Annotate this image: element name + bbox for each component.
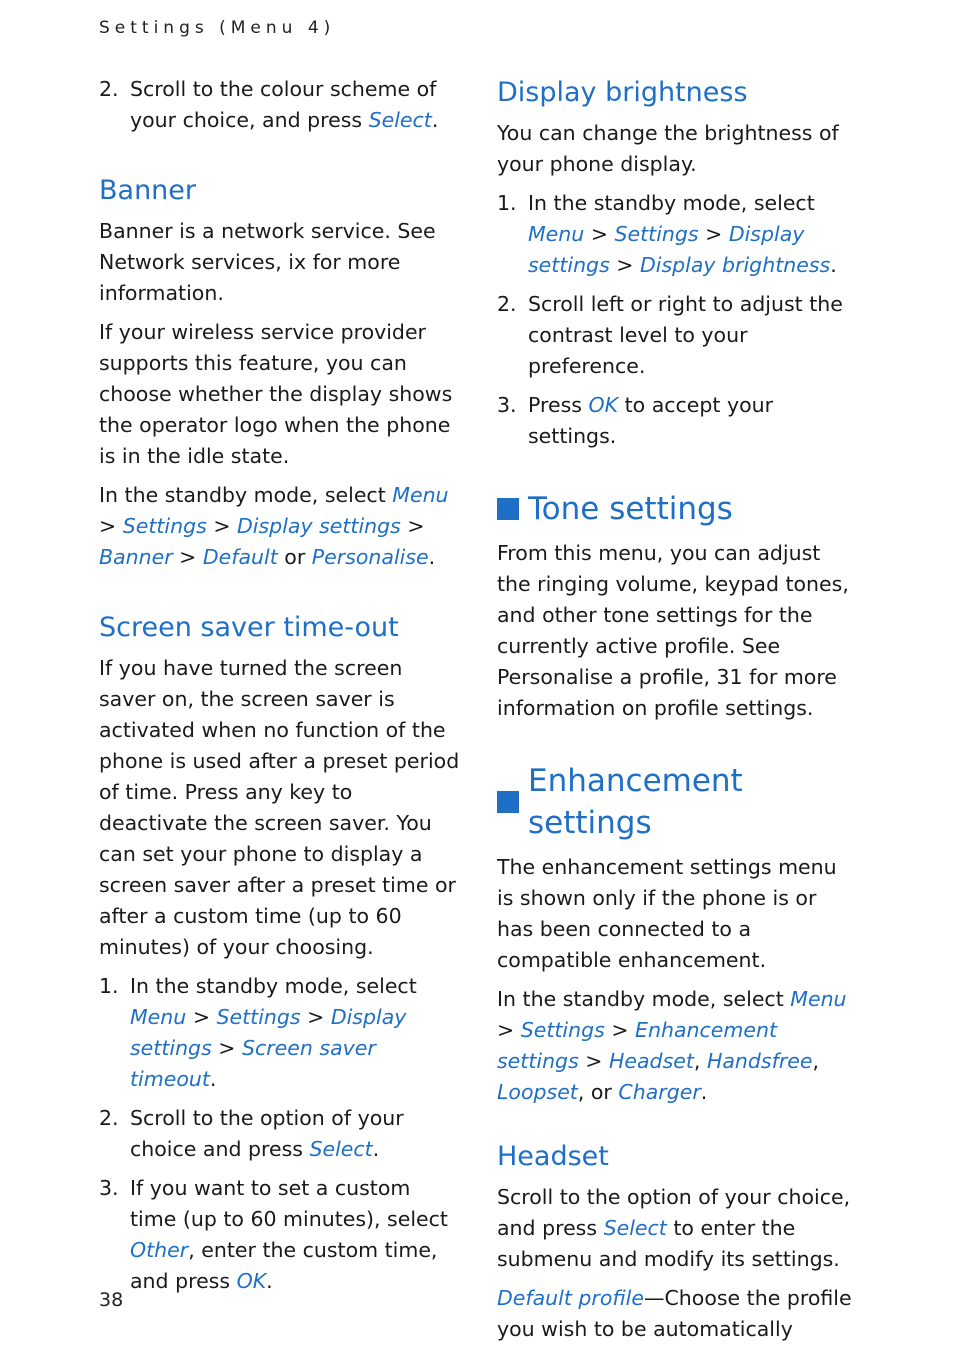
colour-step-2 bbox=[99, 74, 461, 136]
brightness-step-2 bbox=[497, 289, 859, 382]
text: Press bbox=[528, 393, 589, 417]
separator: > bbox=[211, 1036, 242, 1060]
display-settings-link: Display settings bbox=[130, 1005, 407, 1060]
text: In the standby mode, select bbox=[528, 191, 815, 215]
step-text: Scroll left or right to adjust the contrast level to your preference. bbox=[528, 292, 843, 378]
step-text bbox=[528, 188, 859, 281]
tone-settings-paragraph: From this menu, you can adjust the ringing volume, keypad tones, and other tone settings for the currently active profile. See Personalise a profile, 31 for more information on profile settings. bbox=[497, 541, 849, 720]
menu-link: Menu bbox=[790, 987, 847, 1011]
separator: > bbox=[186, 1005, 217, 1029]
screen-saver-heading: Screen saver time-out bbox=[99, 612, 399, 643]
step-number: 3. bbox=[99, 1176, 119, 1200]
settings-link: Settings bbox=[216, 1005, 301, 1029]
right-column bbox=[497, 74, 859, 1353]
banner-heading: Banner bbox=[99, 175, 197, 206]
step-text bbox=[130, 74, 461, 136]
loopset-link: Loopset bbox=[497, 1080, 578, 1104]
select-link: Select bbox=[309, 1137, 373, 1161]
ok-link: OK bbox=[588, 393, 619, 417]
menu-link: Menu bbox=[528, 222, 585, 246]
headset-paragraph-1 bbox=[497, 1182, 859, 1275]
text: , enter the custom time, and press bbox=[130, 1238, 438, 1293]
default-profile-link: Default profile bbox=[497, 1286, 644, 1310]
menu-link: Menu bbox=[130, 1005, 187, 1029]
text: In the standby mode, select bbox=[130, 974, 417, 998]
menu-link: Menu bbox=[392, 483, 449, 507]
step-text bbox=[130, 1103, 461, 1165]
step-number: 2. bbox=[497, 292, 517, 316]
text: In the standby mode, select bbox=[497, 987, 791, 1011]
step-text bbox=[528, 390, 859, 452]
personalise-link: Personalise bbox=[311, 545, 429, 569]
default-link: Default bbox=[202, 545, 278, 569]
separator: > bbox=[584, 222, 615, 246]
step-number: 2. bbox=[99, 77, 119, 101]
charger-link: Charger bbox=[618, 1080, 701, 1104]
banner-paragraph-1: Banner is a network service. See Network services, ix for more information. bbox=[99, 219, 436, 305]
screen-saver-step-1 bbox=[99, 971, 461, 1095]
enhancement-settings-heading bbox=[497, 760, 859, 844]
headset-link: Headset bbox=[608, 1049, 694, 1073]
separator: > bbox=[99, 514, 123, 538]
text-end: . bbox=[830, 253, 837, 277]
step-text-end: . bbox=[431, 108, 439, 132]
text: Scroll to the option of your choice and press bbox=[130, 1106, 404, 1161]
step-text bbox=[130, 971, 461, 1095]
screen-saver-step-3 bbox=[99, 1173, 461, 1297]
banner-link: Banner bbox=[99, 545, 173, 569]
text: Scroll to the option of your choice, and press bbox=[497, 1185, 851, 1240]
display-brightness-link: Display brightness bbox=[639, 253, 831, 277]
text-end: . bbox=[428, 545, 436, 569]
heading-text: Tone settings bbox=[528, 491, 733, 527]
separator: , bbox=[812, 1049, 820, 1073]
text-end: . bbox=[209, 1067, 217, 1091]
page-number: 38 bbox=[99, 1289, 124, 1311]
separator: > bbox=[400, 514, 425, 538]
left-column bbox=[99, 74, 461, 1305]
step-text bbox=[130, 1173, 461, 1297]
step-number: 2. bbox=[99, 1106, 119, 1130]
separator: > bbox=[578, 1049, 609, 1073]
separator: > bbox=[609, 253, 640, 277]
enhancement-paragraph-2 bbox=[497, 984, 859, 1108]
other-link: Other bbox=[130, 1238, 189, 1262]
separator: , bbox=[693, 1049, 707, 1073]
separator: > bbox=[497, 1018, 521, 1042]
text: If you want to set a custom time (up to 60 minutes), select bbox=[130, 1176, 448, 1231]
separator: > bbox=[300, 1005, 331, 1029]
display-settings-link: Display settings bbox=[237, 514, 401, 538]
running-header: Settings (Menu 4) bbox=[99, 18, 336, 38]
enhancement-paragraph-1: The enhancement settings menu is shown only if the phone is or has been connected to a compatible enhancement. bbox=[497, 855, 837, 972]
separator: > bbox=[172, 545, 203, 569]
tone-settings-heading bbox=[497, 488, 859, 530]
banner-paragraph-3 bbox=[99, 480, 461, 573]
display-brightness-paragraph: You can change the brightness of your phone display. bbox=[497, 121, 839, 176]
step-text-part: Scroll to the colour scheme of your choice, and press bbox=[130, 77, 437, 132]
step-number: 1. bbox=[99, 974, 119, 998]
enhancement-settings-link: Enhancement settings bbox=[497, 1018, 778, 1073]
square-bullet-icon bbox=[497, 791, 519, 813]
display-settings-link: Display settings bbox=[528, 222, 805, 277]
separator: , or bbox=[577, 1080, 619, 1104]
text-end: to accept your settings. bbox=[528, 393, 774, 448]
screen-saver-step-2 bbox=[99, 1103, 461, 1165]
display-brightness-heading: Display brightness bbox=[497, 77, 748, 108]
heading-text: Enhancement settings bbox=[528, 763, 743, 841]
screen-saver-timeout-link: Screen saver timeout bbox=[130, 1036, 376, 1091]
headset-heading: Headset bbox=[497, 1141, 609, 1172]
text-end: . bbox=[266, 1269, 273, 1293]
settings-link: Settings bbox=[122, 514, 207, 538]
brightness-step-3 bbox=[497, 390, 859, 452]
separator: > bbox=[206, 514, 238, 538]
screen-saver-paragraph: If you have turned the screen saver on, the screen saver is activated when no function of the phone is used after a preset period of time. Press any key to deactivate the screen saver. You can set your phone to display a screen saver after a preset time or after a custom time (up to 60 minutes) of your choosing. bbox=[99, 656, 460, 959]
headset-paragraph-2 bbox=[497, 1283, 859, 1345]
separator: or bbox=[277, 545, 312, 569]
settings-link: Settings bbox=[520, 1018, 605, 1042]
brightness-step-1 bbox=[497, 188, 859, 281]
text: to enter the submenu and modify its settings. bbox=[497, 1216, 840, 1271]
text-end: . bbox=[700, 1080, 708, 1104]
text: In the standby mode, select bbox=[99, 483, 393, 507]
square-bullet-icon bbox=[497, 498, 519, 520]
step-number: 3. bbox=[497, 393, 517, 417]
settings-link: Settings bbox=[614, 222, 699, 246]
text-end: . bbox=[372, 1137, 380, 1161]
ok-link: OK bbox=[236, 1269, 267, 1293]
separator: > bbox=[604, 1018, 636, 1042]
select-link: Select bbox=[368, 108, 432, 132]
text: —Choose the profile you wish to be automatically bbox=[497, 1286, 852, 1341]
banner-paragraph-2: If your wireless service provider supports this feature, you can choose whether the display shows the operator logo when the phone is in the idle state. bbox=[99, 320, 453, 468]
step-number: 1. bbox=[497, 191, 517, 215]
select-link: Select bbox=[603, 1216, 667, 1240]
handsfree-link: Handsfree bbox=[706, 1049, 813, 1073]
separator: > bbox=[698, 222, 729, 246]
